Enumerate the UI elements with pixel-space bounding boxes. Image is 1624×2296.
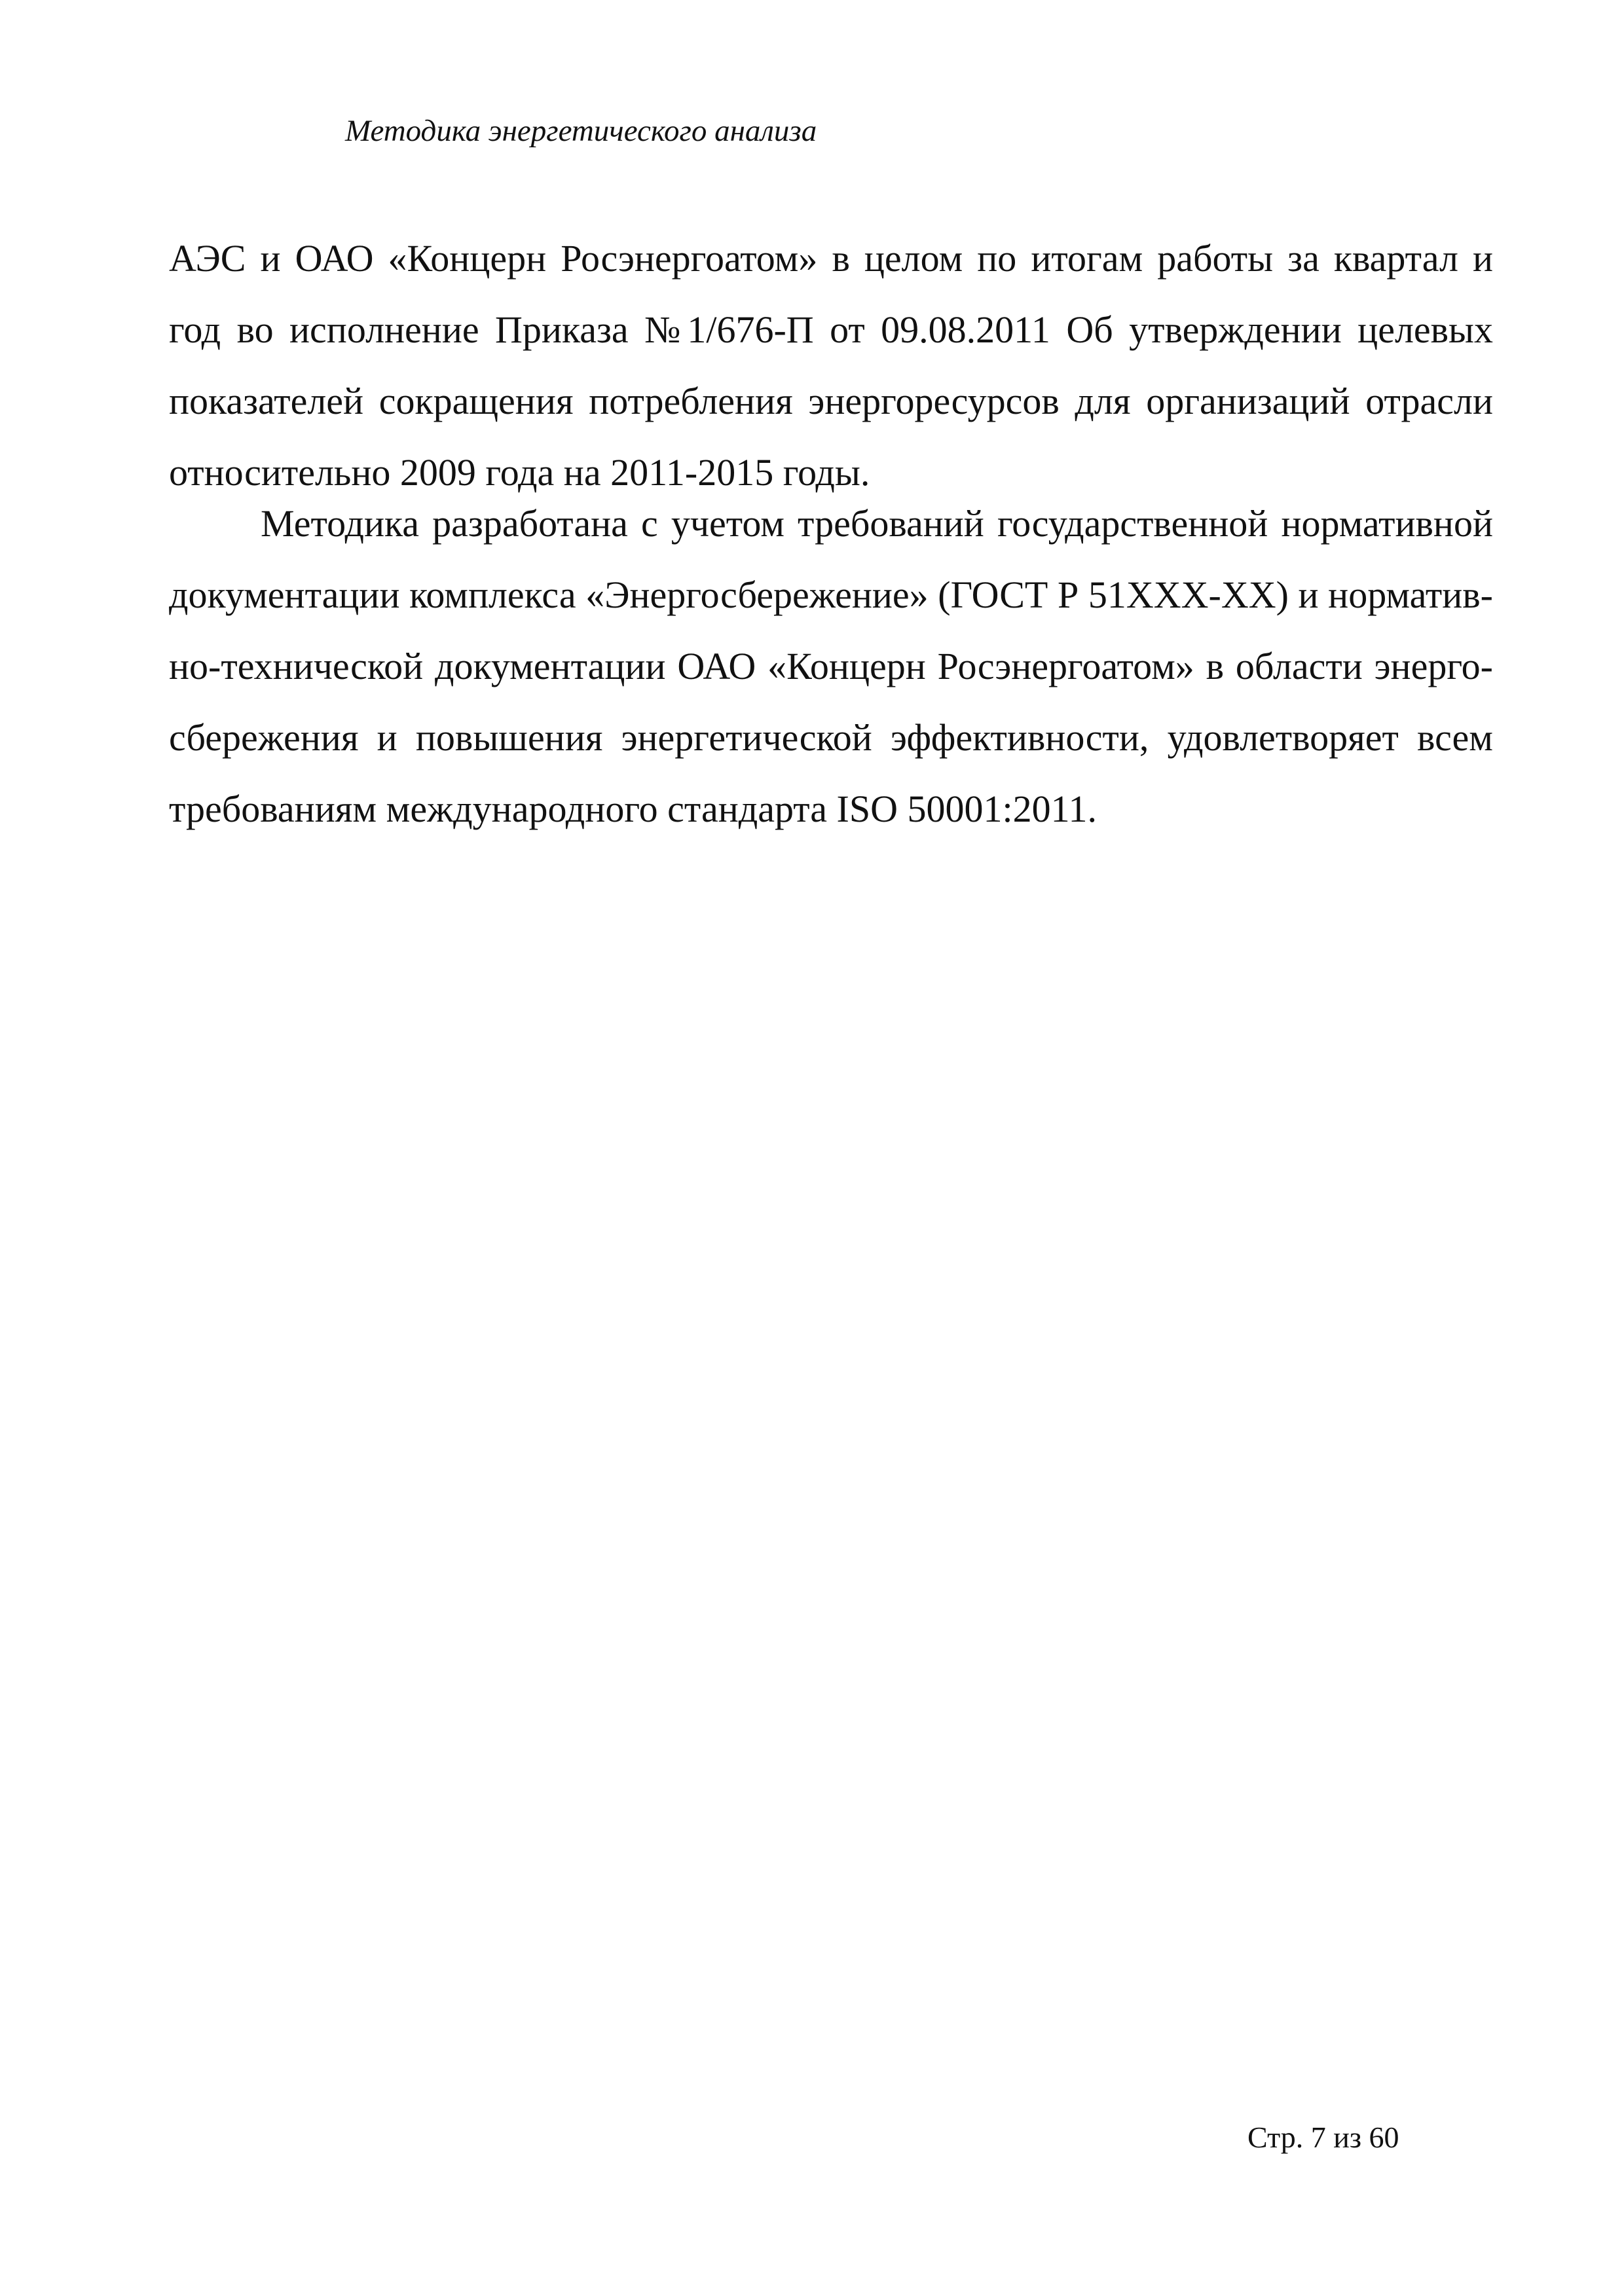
paragraph-continuation: АЭС и ОАО «Концерн Росэнергоатом» в целом по итогам работы за квартал и год во исполнение Приказа №1/676-П от 09.08.2011 Об утверждении целевых показателей сокращения потребления энергоресурсов для организаций отрасли относительно 2009 года на 2011-2015 годы.	[169, 237, 1493, 494]
paragraph-methodology: Методика разработана с учетом требований государственной нормативной документации комплекса «Энергосбережение» (ГОСТ Р 51XXX-XX) и нормативно-технической документации ОАО «Концерн Росэнергоатом» в области энергосбережения и повышения энергетической эффективности, удовлетворяет всем требованиям международного стандарта ISO 50001:2011.	[169, 502, 1493, 830]
page-number: Стр. 7 из 60	[1247, 2121, 1399, 2154]
running-header: Методика энергетического анализа	[345, 114, 817, 148]
